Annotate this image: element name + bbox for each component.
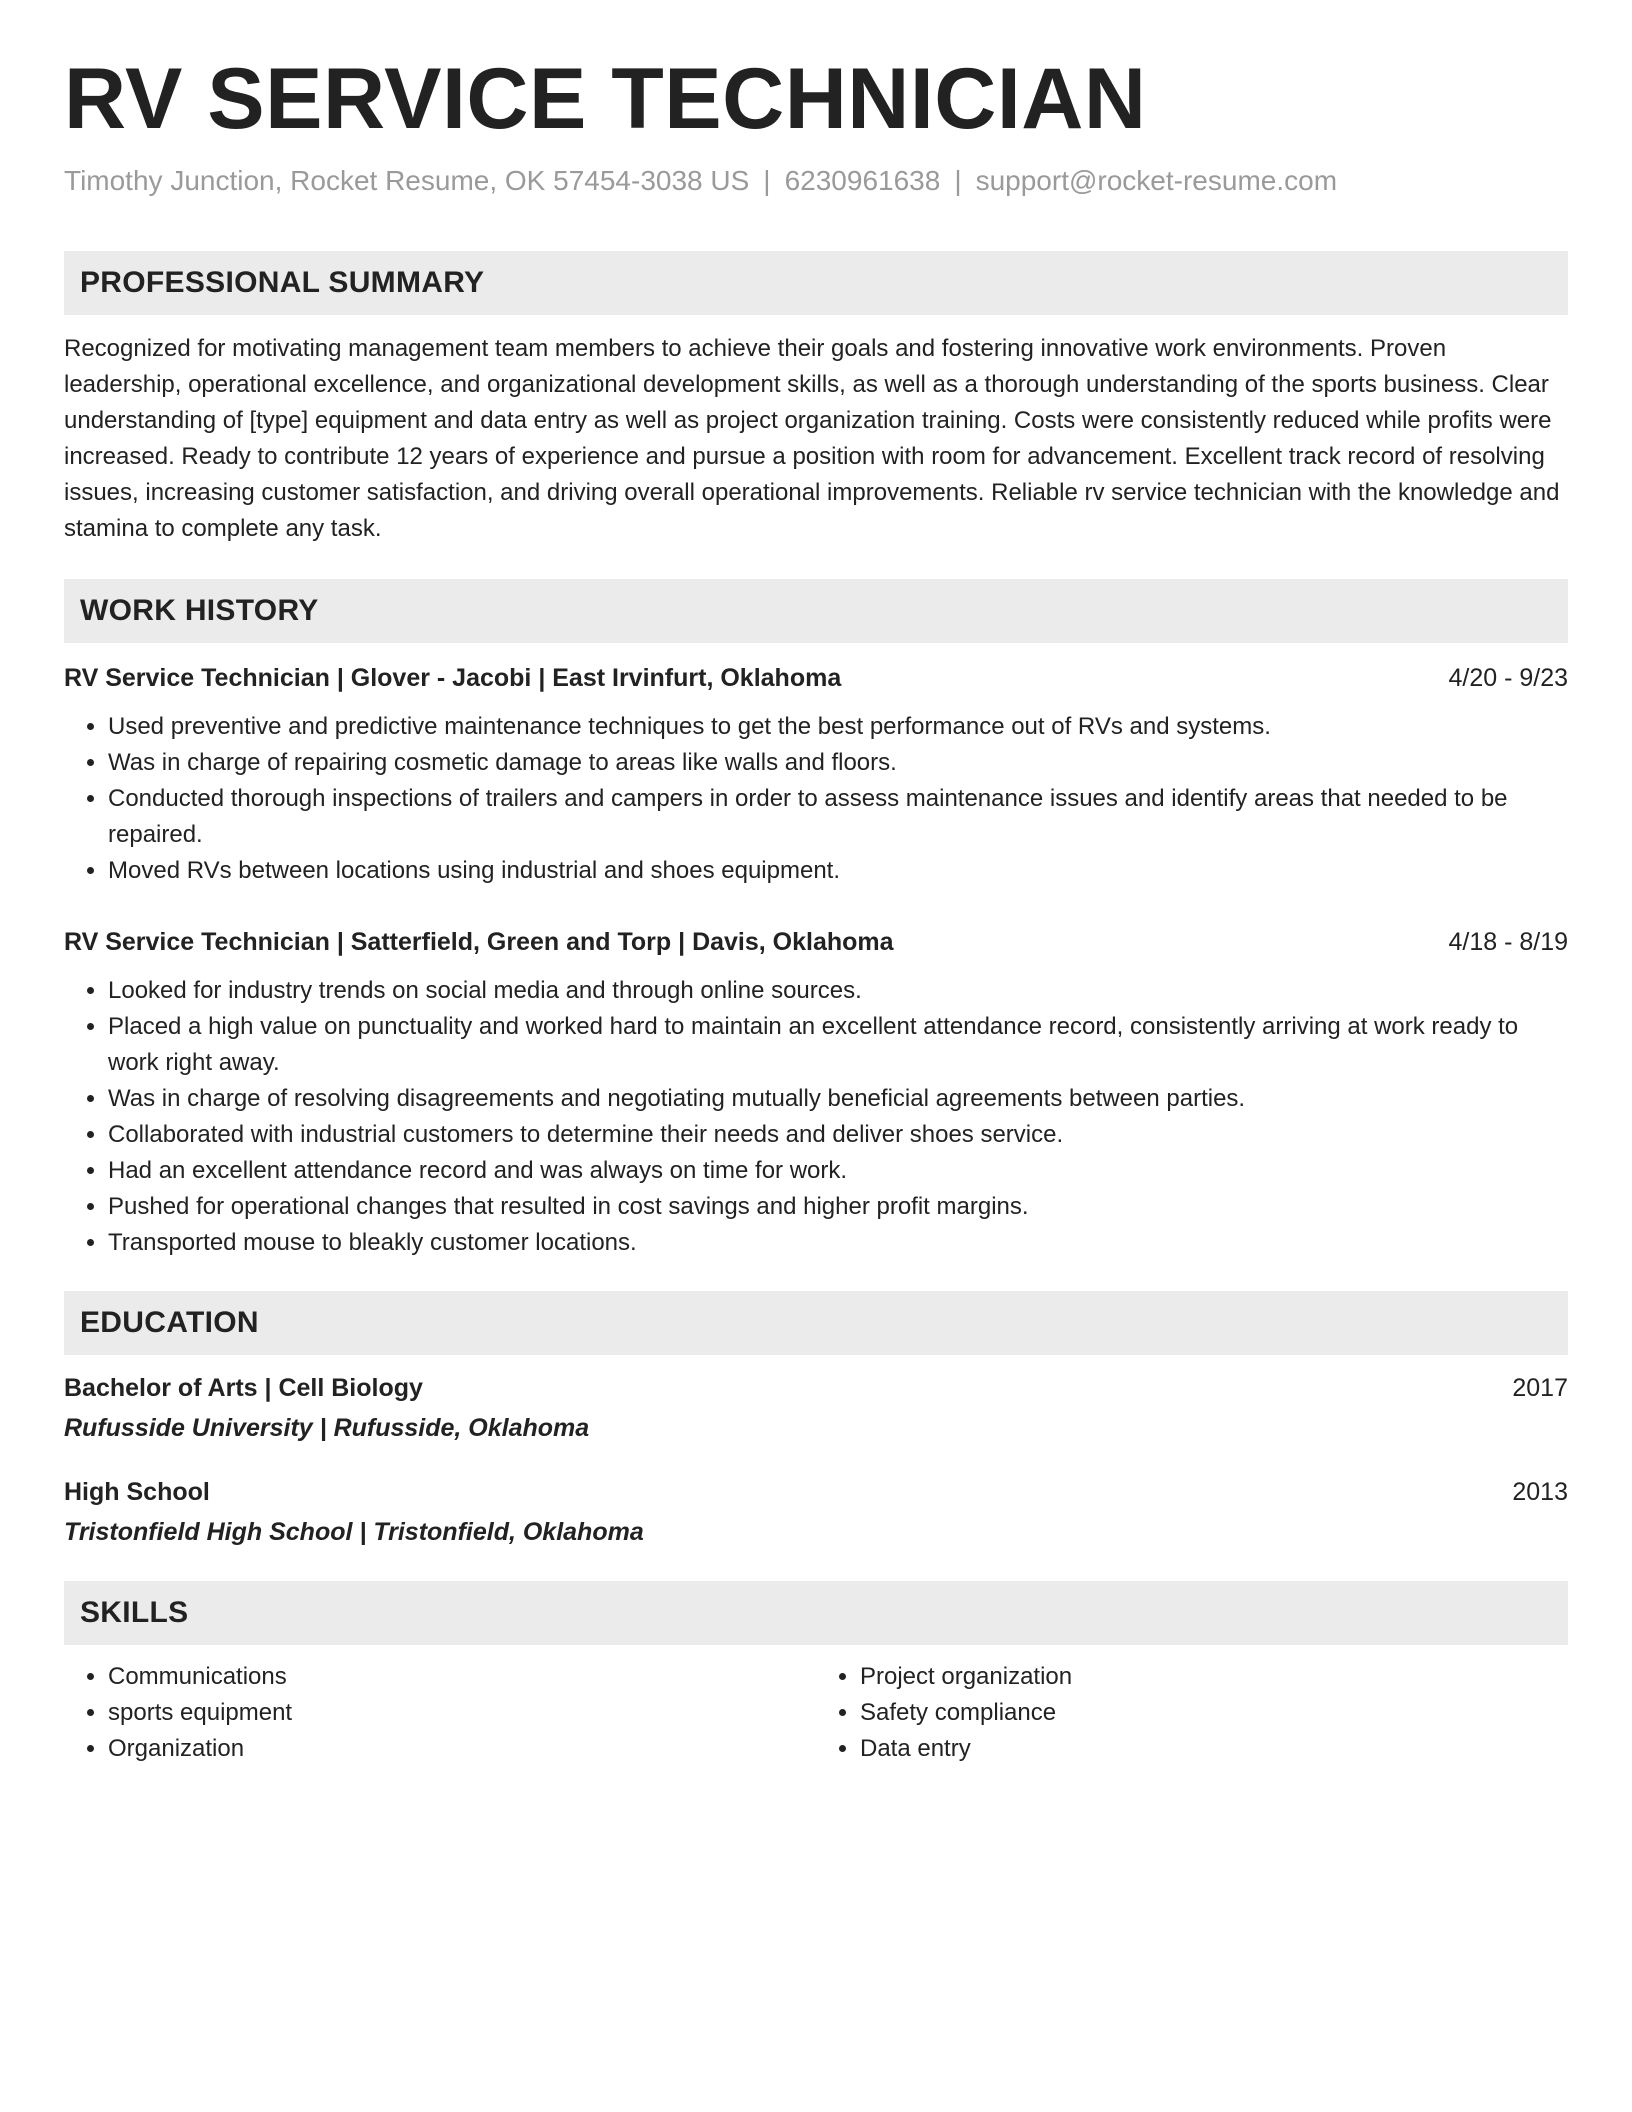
skill-item: • Data entry: [860, 1731, 1568, 1767]
contact-separator: |: [763, 164, 771, 196]
education-year: 2017: [1512, 1373, 1568, 1402]
contact-address: Timothy Junction, Rocket Resume, OK 57454-3038 US: [64, 164, 750, 196]
job-bullet: • Moved RVs between locations using industrial and shoes equipment.: [108, 853, 1568, 889]
skills-column-left: [64, 1659, 816, 1767]
job-bullets: [64, 709, 1568, 889]
education-year: 2013: [1512, 1477, 1568, 1506]
education-degree: High School: [64, 1477, 210, 1506]
education-header: [64, 1475, 1568, 1509]
skill-item: • Safety compliance: [860, 1695, 1568, 1731]
job-bullet: • Was in charge of resolving disagreements and negotiating mutually beneficial agreements between parties.: [108, 1081, 1568, 1117]
job-bullet: • Placed a high value on punctuality and worked hard to maintain an excellent attendance record, consistently arriving at work ready to work right away.: [108, 1009, 1568, 1081]
job-bullet: • Looked for industry trends on social media and through online sources.: [108, 973, 1568, 1009]
job-bullet: • Pushed for operational changes that resulted in cost savings and higher profit margins.: [108, 1189, 1568, 1225]
skill-item: • Communications: [108, 1659, 816, 1695]
job-bullet: • Was in charge of repairing cosmetic damage to areas like walls and floors.: [108, 745, 1568, 781]
education-school: Tristonfield High School | Tristonfield, Oklahoma: [64, 1517, 644, 1546]
job-header: [64, 661, 1568, 695]
education-entry: [64, 1371, 1568, 1445]
job-bullet: • Collaborated with industrial customers to determine their needs and deliver shoes service.: [108, 1117, 1568, 1153]
skills-list: [64, 1659, 1568, 1767]
job-dates: 4/20 - 9/23: [1448, 663, 1568, 692]
job-bullet: • Conducted thorough inspections of trailers and campers in order to assess maintenance issues and identify areas that needed to be repaired.: [108, 781, 1568, 853]
job-bullet: • Had an excellent attendance record and was always on time for work.: [108, 1153, 1568, 1189]
skill-item: • Organization: [108, 1731, 816, 1767]
skill-item: • sports equipment: [108, 1695, 816, 1731]
contact-phone: 6230961638: [784, 164, 941, 196]
contact-email: support@rocket-resume.com: [975, 164, 1338, 196]
job-dates: 4/18 - 8/19: [1448, 927, 1568, 956]
job-title: RV Service Technician | Glover - Jacobi | East Irvinfurt, Oklahoma: [64, 663, 842, 692]
education-entry: [64, 1475, 1568, 1549]
section-header-education: EDUCATION: [64, 1291, 1568, 1355]
section-header-summary: PROFESSIONAL SUMMARY: [64, 251, 1568, 315]
job-bullet: • Transported mouse to bleakly customer locations.: [108, 1225, 1568, 1261]
job-header: [64, 925, 1568, 959]
summary-text: Recognized for motivating management team members to achieve their goals and fostering innovative work environments. Proven leadership, operational excellence, and organizational development skills, as well as a thorough understanding of the sports business. Clear understanding of [type] equipment and data entry as well as project organization training. Costs were consistently reduced while profits were increased. Ready to contribute 12 years of experience and pursue a position with room for advancement. Excellent track record of resolving issues, increasing customer satisfaction, and driving overall operational improvements. Reliable rv service technician with the knowledge and stamina to complete any task.: [64, 334, 1560, 542]
job-bullet: • Used preventive and predictive maintenance techniques to get the best performance out of RVs and systems.: [108, 709, 1568, 745]
skills-column-right: [816, 1659, 1568, 1767]
job-title: RV Service Technician | Satterfield, Green and Torp | Davis, Oklahoma: [64, 927, 894, 956]
section-header-work-history: WORK HISTORY: [64, 579, 1568, 643]
education-school: Rufusside University | Rufusside, Oklahoma: [64, 1413, 590, 1442]
job-entry: [64, 925, 1568, 1261]
resume-title: RV SERVICE TECHNICIAN: [64, 51, 1147, 147]
education-header: [64, 1371, 1568, 1405]
contact-separator: |: [954, 164, 962, 196]
education-degree: Bachelor of Arts | Cell Biology: [64, 1373, 423, 1402]
section-header-skills: SKILLS: [64, 1581, 1568, 1645]
job-bullets: [64, 973, 1568, 1261]
job-entry: [64, 661, 1568, 889]
skill-item: • Project organization: [860, 1659, 1568, 1695]
contact-line: [64, 163, 1568, 199]
